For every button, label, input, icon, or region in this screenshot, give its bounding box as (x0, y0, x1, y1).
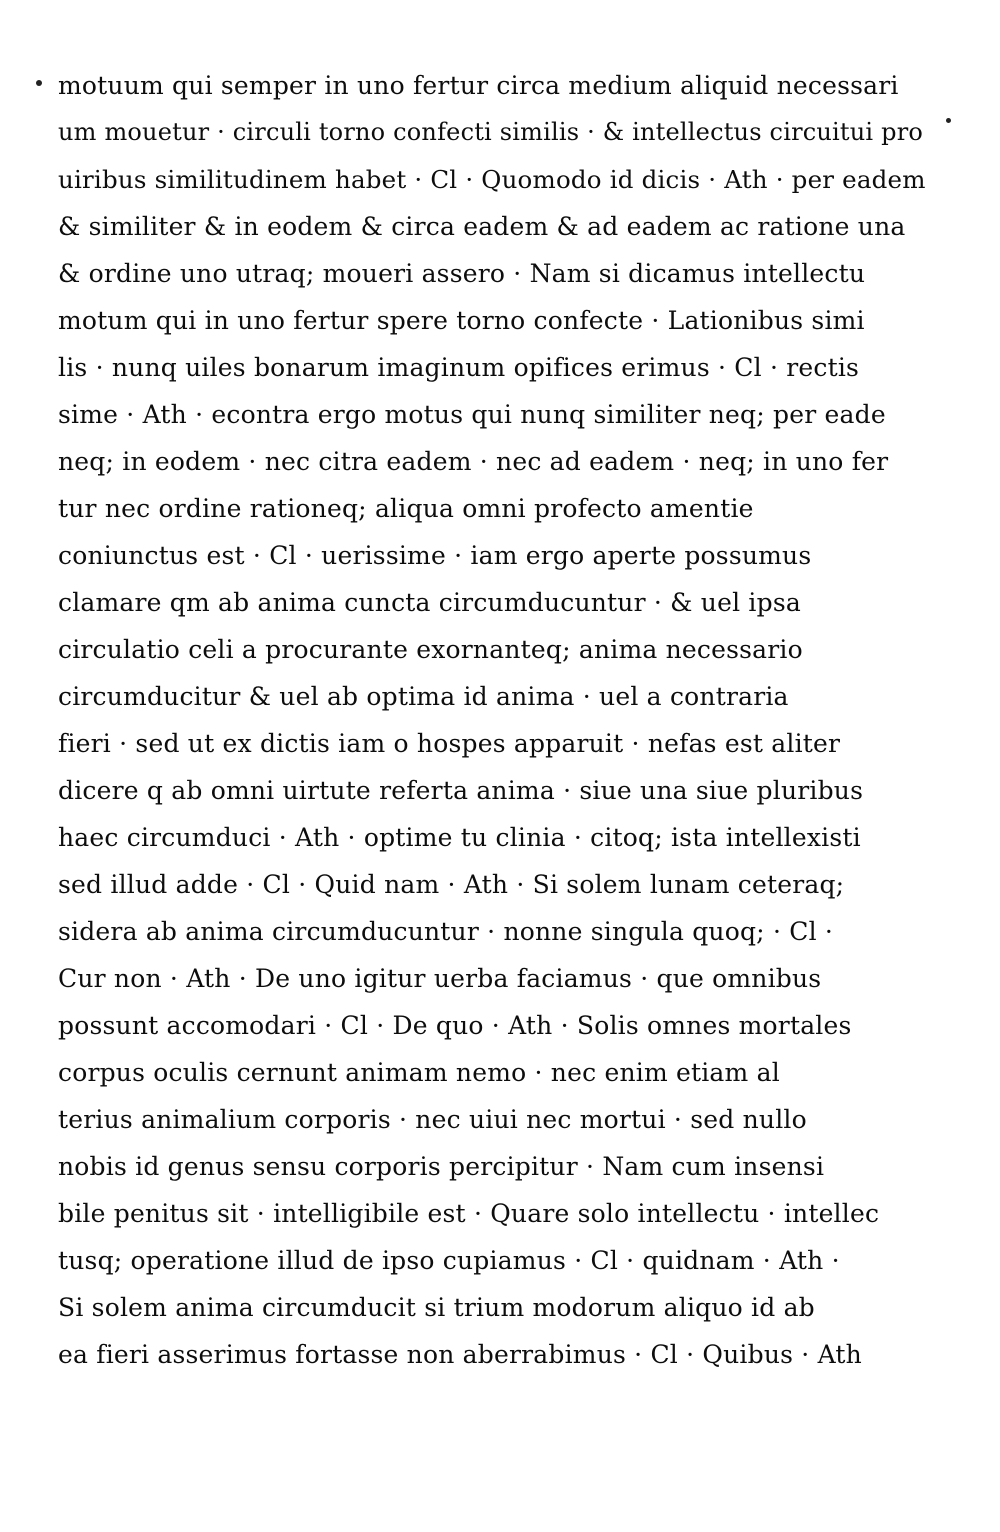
ink-dot-left (36, 80, 42, 86)
manuscript-line-12: clamare qm ab anima cuncta circumducuntur · & uel ipsa (58, 588, 801, 617)
manuscript-line-5: & ordine uno utraq; moueri assero · Nam si dicamus intellectu (58, 259, 866, 288)
manuscript-line-1: motuum qui semper in uno fertur circa medium aliquid necessari (58, 71, 899, 100)
manuscript-line-9: neq; in eodem · nec citra eadem · nec ad eadem · neq; in uno fer (58, 447, 889, 476)
manuscript-text-block (58, 62, 926, 1378)
manuscript-line-4: & similiter & in eodem & circa eadem & ad eadem ac ratione una (58, 212, 906, 241)
manuscript-line-2: um mouetur · circuli torno confecti similis · & intellectus circuitui pro (58, 118, 924, 146)
manuscript-line-13: circulatio celi a procurante exornanteq; anima necessario (58, 635, 803, 664)
manuscript-line-14: circumducitur & uel ab optima id anima · uel a contraria (58, 682, 789, 711)
manuscript-line-15: fieri · sed ut ex dictis iam o hospes apparuit · nefas est aliter (58, 729, 841, 758)
manuscript-line-6: motum qui in uno fertur spere torno confecte · Lationibus simi (58, 306, 865, 335)
manuscript-line-3: uiribus similitudinem habet · Cl · Quomodo id dicis · Ath · per eadem (58, 165, 926, 194)
manuscript-line-18: sed illud adde · Cl · Quid nam · Ath · Si solem lunam ceteraq; (58, 870, 845, 899)
manuscript-line-16: dicere q ab omni uirtute referta anima · siue una siue pluribus (58, 776, 864, 805)
manuscript-line-27: Si solem anima circumducit si trium modorum aliquo id ab (58, 1293, 815, 1322)
manuscript-line-20: Cur non · Ath · De uno igitur uerba faciamus · que omnibus (58, 964, 822, 993)
manuscript-line-21: possunt accomodari · Cl · De quo · Ath · Solis omnes mortales (58, 1011, 852, 1040)
manuscript-line-7: lis · nunq uiles bonarum imaginum opifices erimus · Cl · rectis (58, 353, 860, 382)
manuscript-line-22: corpus oculis cernunt animam nemo · nec enim etiam al (58, 1058, 780, 1087)
manuscript-line-8: sime · Ath · econtra ergo motus qui nunq similiter neq; per eade (58, 400, 886, 429)
manuscript-line-19: sidera ab anima circumducuntur · nonne singula quoq; · Cl · (58, 917, 834, 946)
manuscript-line-17: haec circumduci · Ath · optime tu clinia · citoq; ista intellexisti (58, 823, 861, 852)
manuscript-line-23: terius animalium corporis · nec uiui nec mortui · sed nullo (58, 1105, 807, 1134)
manuscript-line-11: coniunctus est · Cl · uerissime · iam ergo aperte possumus (58, 541, 812, 570)
manuscript-line-10: tur nec ordine rationeq; aliqua omni profecto amentie (58, 494, 754, 523)
manuscript-line-25: bile penitus sit · intelligibile est · Quare solo intellectu · intellec (58, 1199, 880, 1228)
manuscript-line-24: nobis id genus sensu corporis percipitur · Nam cum insensi (58, 1152, 825, 1181)
ink-dot-right (946, 118, 951, 123)
manuscript-line-26: tusq; operatione illud de ipso cupiamus · Cl · quidnam · Ath · (58, 1246, 840, 1275)
manuscript-line-28: ea fieri asserimus fortasse non aberrabimus · Cl · Quibus · Ath (58, 1340, 862, 1369)
